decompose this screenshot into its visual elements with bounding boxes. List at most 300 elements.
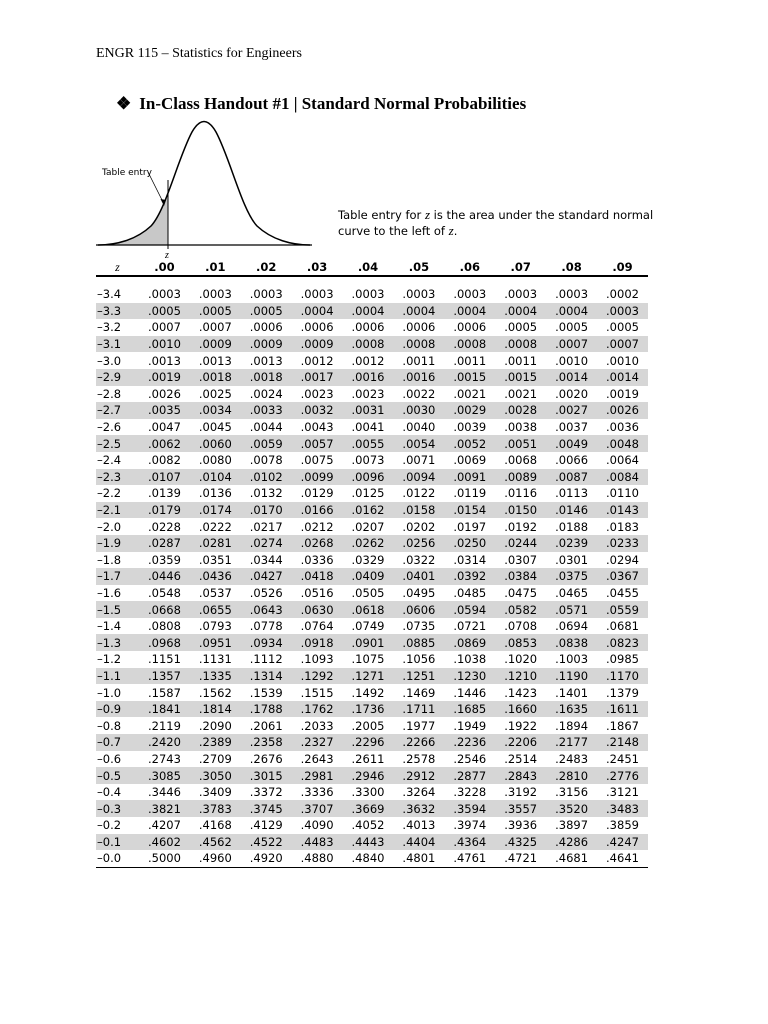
table-row: [96, 734, 648, 751]
z-value-cell: –1.5: [96, 601, 139, 618]
probability-cell: .0119: [453, 486, 487, 501]
probability-cell: .2358: [241, 734, 292, 751]
z-value-cell: –1.8: [97, 552, 122, 567]
probability-cell: .4364: [444, 834, 495, 851]
probability-cell: .4404: [393, 834, 444, 851]
probability-cell: .4247: [597, 834, 648, 851]
probability-cell: .1587: [147, 685, 181, 700]
probability-cell: .0019: [606, 386, 639, 401]
probability-cell: .0045: [198, 420, 232, 435]
probability-cell: .3974: [453, 818, 487, 833]
probability-cell: .0005: [190, 303, 241, 320]
normal-curve-figure: [96, 118, 316, 260]
probability-cell: .0008: [393, 336, 444, 353]
z-value-cell: –0.2: [97, 818, 122, 833]
probability-cell: .0694: [555, 619, 589, 634]
probability-cell: .0250: [444, 535, 495, 552]
probability-cell: .4562: [190, 834, 241, 851]
probability-cell: .0006: [300, 320, 334, 335]
probability-cell: .0003: [198, 287, 232, 302]
z-column-header: z: [96, 259, 139, 276]
probability-cell: .0026: [597, 402, 648, 419]
table-row: [96, 684, 648, 701]
probability-cell: .0951: [190, 634, 241, 651]
probability-cell: .1894: [555, 718, 589, 733]
table-row: [96, 402, 648, 419]
z-value-cell: –0.9: [96, 701, 139, 718]
probability-cell: .0329: [351, 552, 385, 567]
probability-cell: .0174: [190, 502, 241, 519]
probability-cell: .1539: [249, 685, 283, 700]
probability-cell: .2389: [190, 734, 241, 751]
probability-cell: .4681: [546, 850, 597, 867]
table-row: [96, 651, 648, 668]
probability-cell: .0009: [241, 336, 292, 353]
probability-cell: .0222: [198, 519, 232, 534]
probability-cell: .0202: [402, 519, 436, 534]
probability-cell: .2005: [351, 718, 385, 733]
probability-cell: .0268: [292, 535, 343, 552]
probability-cell: .0125: [351, 486, 385, 501]
probability-cell: .1251: [393, 668, 444, 685]
probability-cell: .0015: [495, 369, 546, 386]
probability-cell: .0823: [597, 634, 648, 651]
probability-cell: .2981: [292, 767, 343, 784]
z-axis-label: z: [165, 250, 169, 260]
probability-cell: .0401: [393, 568, 444, 585]
probability-cell: .0244: [495, 535, 546, 552]
z-value-cell: –2.8: [97, 386, 122, 401]
probability-cell: .0027: [546, 402, 597, 419]
probability-cell: .0005: [139, 303, 190, 320]
probability-cell: .0033: [241, 402, 292, 419]
probability-cell: .3632: [393, 800, 444, 817]
table-row: [96, 419, 648, 436]
probability-cell: .3707: [292, 800, 343, 817]
probability-cell: .1210: [495, 668, 546, 685]
probability-cell: .1469: [402, 685, 436, 700]
z-value-cell: –1.1: [96, 668, 139, 685]
probability-cell: .0009: [292, 336, 343, 353]
table-row: [96, 336, 648, 353]
probability-cell: .0049: [546, 435, 597, 452]
probability-cell: .3745: [241, 800, 292, 817]
probability-cell: .0015: [444, 369, 495, 386]
probability-cell: .0089: [495, 469, 546, 486]
probability-cell: .2743: [147, 751, 181, 766]
probability-cell: .0003: [249, 287, 283, 302]
probability-cell: .0901: [343, 634, 394, 651]
probability-cell: .2843: [495, 767, 546, 784]
probability-cell: .0013: [198, 353, 232, 368]
probability-cell: .0022: [402, 386, 436, 401]
probability-cell: .2546: [453, 751, 487, 766]
probability-cell: .0838: [546, 634, 597, 651]
probability-cell: .1170: [597, 668, 648, 685]
probability-cell: .0004: [444, 303, 495, 320]
probability-cell: .2776: [597, 767, 648, 784]
probability-cell: .0262: [343, 535, 394, 552]
table-row: [96, 800, 648, 817]
probability-cell: .0030: [393, 402, 444, 419]
table-header-row: [96, 259, 648, 276]
probability-cell: .0571: [546, 601, 597, 618]
probability-cell: .3821: [139, 800, 190, 817]
column-header: .01: [190, 259, 241, 276]
probability-cell: .1112: [249, 652, 283, 667]
probability-cell: .0256: [393, 535, 444, 552]
probability-cell: .0307: [504, 552, 538, 567]
probability-cell: .1660: [495, 701, 546, 718]
column-header: .06: [444, 259, 495, 276]
probability-cell: .0024: [249, 386, 283, 401]
probability-cell: .3557: [495, 800, 546, 817]
probability-cell: .0409: [343, 568, 394, 585]
probability-cell: .0011: [453, 353, 487, 368]
probability-cell: .1401: [555, 685, 589, 700]
probability-cell: .0073: [351, 453, 385, 468]
probability-cell: .1131: [198, 652, 232, 667]
probability-cell: .0017: [292, 369, 343, 386]
probability-cell: .3050: [190, 767, 241, 784]
probability-cell: .0505: [351, 585, 385, 600]
probability-cell: .4207: [147, 818, 181, 833]
probability-cell: .2420: [139, 734, 190, 751]
probability-cell: .0014: [546, 369, 597, 386]
probability-cell: .1446: [453, 685, 487, 700]
probability-cell: .0005: [241, 303, 292, 320]
probability-cell: .0102: [241, 469, 292, 486]
probability-cell: .0003: [351, 287, 385, 302]
probability-cell: .0005: [504, 320, 538, 335]
probability-cell: .0006: [249, 320, 283, 335]
table-row: [96, 485, 648, 502]
probability-cell: .3859: [606, 818, 639, 833]
table-row: [96, 319, 648, 336]
probability-cell: .3228: [453, 785, 487, 800]
probability-cell: .2514: [504, 751, 538, 766]
probability-cell: .0004: [546, 303, 597, 320]
probability-cell: .0010: [606, 353, 639, 368]
probability-cell: .0006: [351, 320, 385, 335]
probability-cell: .0485: [453, 585, 487, 600]
z-value-cell: –1.0: [97, 685, 122, 700]
table-caption: Table entry for z is the area under the standard normal curve to the left of z.: [338, 207, 654, 238]
probability-cell: .0094: [393, 469, 444, 486]
probability-cell: .0008: [495, 336, 546, 353]
z-value-cell: –3.3: [96, 303, 139, 320]
table-row: [96, 303, 648, 320]
z-value-cell: –2.2: [97, 486, 122, 501]
probability-cell: .2061: [249, 718, 283, 733]
probability-cell: .0359: [147, 552, 181, 567]
probability-cell: .0021: [453, 386, 487, 401]
probability-cell: .1492: [351, 685, 385, 700]
probability-cell: .1736: [343, 701, 394, 718]
probability-cell: .0080: [198, 453, 232, 468]
probability-cell: .0162: [343, 502, 394, 519]
probability-cell: .0548: [147, 585, 181, 600]
probability-cell: .0006: [402, 320, 436, 335]
probability-cell: .0207: [351, 519, 385, 534]
probability-cell: .0384: [495, 568, 546, 585]
probability-cell: .0183: [606, 519, 639, 534]
z-value-cell: –1.9: [96, 535, 139, 552]
probability-cell: .0239: [546, 535, 597, 552]
probability-cell: .4761: [444, 850, 495, 867]
probability-cell: .0392: [444, 568, 495, 585]
probability-cell: .0606: [393, 601, 444, 618]
probability-cell: .0068: [504, 453, 538, 468]
probability-cell: .4090: [300, 818, 334, 833]
probability-cell: .2810: [546, 767, 597, 784]
probability-cell: .0427: [241, 568, 292, 585]
probability-cell: .2177: [546, 734, 597, 751]
probability-cell: .0007: [198, 320, 232, 335]
probability-cell: .2119: [147, 718, 181, 733]
probability-cell: .3372: [249, 785, 283, 800]
probability-cell: .2578: [402, 751, 436, 766]
probability-cell: .0007: [597, 336, 648, 353]
probability-cell: .2611: [351, 751, 385, 766]
probability-cell: .1788: [241, 701, 292, 718]
probability-cell: .3121: [606, 785, 639, 800]
probability-cell: .4721: [495, 850, 546, 867]
probability-cell: .0025: [198, 386, 232, 401]
probability-cell: .4129: [249, 818, 283, 833]
z-value-cell: –1.6: [97, 585, 122, 600]
probability-cell: .2090: [198, 718, 232, 733]
column-header: .09: [597, 259, 648, 276]
probability-cell: .0043: [300, 420, 334, 435]
table-row: [96, 717, 648, 734]
table-row: [96, 552, 648, 569]
probability-cell: .0096: [343, 469, 394, 486]
probability-cell: .0019: [139, 369, 190, 386]
table-row: [96, 568, 648, 585]
probability-cell: .0087: [546, 469, 597, 486]
probability-cell: .4840: [343, 850, 394, 867]
probability-cell: .2643: [300, 751, 334, 766]
probability-cell: .0197: [453, 519, 487, 534]
table-row: [96, 618, 648, 635]
probability-cell: .3192: [504, 785, 538, 800]
probability-cell: .0069: [453, 453, 487, 468]
probability-cell: .0018: [190, 369, 241, 386]
z-value-cell: –0.7: [96, 734, 139, 751]
probability-cell: .0020: [555, 386, 589, 401]
probability-cell: .0344: [249, 552, 283, 567]
probability-cell: .0158: [393, 502, 444, 519]
column-header: .08: [546, 259, 597, 276]
probability-cell: .0934: [241, 634, 292, 651]
probability-cell: .0002: [606, 287, 639, 302]
probability-cell: .0113: [555, 486, 589, 501]
table-row: [96, 668, 648, 685]
probability-cell: .1635: [546, 701, 597, 718]
probability-cell: .0721: [453, 619, 487, 634]
probability-cell: .0150: [495, 502, 546, 519]
probability-cell: .2483: [555, 751, 589, 766]
column-header: .07: [495, 259, 546, 276]
probability-cell: .0003: [402, 287, 436, 302]
probability-cell: .0188: [555, 519, 589, 534]
table-row: [96, 751, 648, 768]
probability-cell: .0032: [292, 402, 343, 419]
probability-cell: .0643: [241, 601, 292, 618]
probability-cell: .0495: [402, 585, 436, 600]
probability-cell: .0013: [147, 353, 181, 368]
probability-cell: .1003: [555, 652, 589, 667]
z-value-cell: –1.7: [96, 568, 139, 585]
probability-cell: .1292: [292, 668, 343, 685]
probability-cell: .0099: [292, 469, 343, 486]
probability-cell: .0179: [139, 502, 190, 519]
probability-cell: .4286: [546, 834, 597, 851]
probability-cell: .0084: [597, 469, 648, 486]
probability-cell: .1151: [147, 652, 181, 667]
probability-cell: .0071: [402, 453, 436, 468]
probability-cell: .0475: [504, 585, 538, 600]
probability-cell: .2148: [597, 734, 648, 751]
probability-cell: .1314: [241, 668, 292, 685]
probability-cell: .0885: [393, 634, 444, 651]
probability-cell: .0294: [606, 552, 639, 567]
column-header: .04: [343, 259, 394, 276]
probability-cell: .3015: [241, 767, 292, 784]
probability-cell: .0031: [343, 402, 394, 419]
z-value-cell: –2.4: [97, 453, 122, 468]
probability-cell: .0968: [139, 634, 190, 651]
probability-cell: .0035: [139, 402, 190, 419]
probability-cell: .0655: [190, 601, 241, 618]
probability-cell: .1841: [139, 701, 190, 718]
probability-cell: .3669: [343, 800, 394, 817]
column-header: .03: [292, 259, 343, 276]
probability-cell: .0008: [444, 336, 495, 353]
probability-cell: .0003: [147, 287, 181, 302]
probability-cell: .0594: [444, 601, 495, 618]
probability-cell: .0446: [139, 568, 190, 585]
probability-cell: .0054: [393, 435, 444, 452]
probability-cell: .0021: [504, 386, 538, 401]
probability-cell: .0708: [504, 619, 538, 634]
probability-cell: .0006: [453, 320, 487, 335]
probability-cell: .0322: [402, 552, 436, 567]
probability-cell: .0869: [444, 634, 495, 651]
probability-cell: .0146: [546, 502, 597, 519]
table-row: [96, 535, 648, 552]
probability-cell: .0009: [190, 336, 241, 353]
z-value-cell: –2.3: [96, 469, 139, 486]
probability-cell: .1093: [300, 652, 334, 667]
probability-cell: .0314: [453, 552, 487, 567]
probability-cell: .0274: [241, 535, 292, 552]
probability-cell: .1357: [139, 668, 190, 685]
probability-cell: .0192: [504, 519, 538, 534]
z-value-cell: –0.5: [96, 767, 139, 784]
probability-cell: .0047: [147, 420, 181, 435]
probability-cell: .4602: [139, 834, 190, 851]
probability-cell: .0078: [249, 453, 283, 468]
probability-cell: .1949: [453, 718, 487, 733]
probability-cell: .0104: [190, 469, 241, 486]
probability-cell: .0026: [147, 386, 181, 401]
probability-cell: .0129: [300, 486, 334, 501]
table-entry-label: Table entry: [102, 168, 152, 178]
z-value-cell: –2.5: [96, 435, 139, 452]
probability-cell: .4013: [402, 818, 436, 833]
probability-cell: .3446: [147, 785, 181, 800]
probability-cell: .4960: [190, 850, 241, 867]
probability-cell: .2033: [300, 718, 334, 733]
probability-cell: .1922: [504, 718, 538, 733]
probability-cell: .3897: [555, 818, 589, 833]
table-row: [96, 469, 648, 486]
probability-cell: .0418: [292, 568, 343, 585]
z-value-cell: –2.6: [97, 420, 122, 435]
probability-cell: .0132: [249, 486, 283, 501]
probability-cell: .0139: [147, 486, 181, 501]
probability-cell: .0011: [504, 353, 538, 368]
probability-cell: .0107: [139, 469, 190, 486]
probability-cell: .0011: [402, 353, 436, 368]
probability-cell: .0057: [292, 435, 343, 452]
z-value-cell: –3.4: [97, 287, 122, 302]
column-header: .00: [139, 259, 190, 276]
z-value-cell: –2.1: [96, 502, 139, 519]
table-row: [96, 502, 648, 519]
probability-cell: .0351: [198, 552, 232, 567]
probability-cell: .0040: [402, 420, 436, 435]
probability-cell: .0064: [606, 453, 639, 468]
probability-cell: .2709: [198, 751, 232, 766]
table-row: [96, 701, 648, 718]
probability-cell: .0004: [393, 303, 444, 320]
probability-cell: .0003: [453, 287, 487, 302]
probability-cell: .0034: [190, 402, 241, 419]
probability-cell: .1977: [402, 718, 436, 733]
probability-cell: .4325: [495, 834, 546, 851]
z-value-cell: –0.8: [97, 718, 122, 733]
probability-cell: .0016: [343, 369, 394, 386]
probability-cell: .0018: [241, 369, 292, 386]
probability-cell: .0281: [190, 535, 241, 552]
probability-cell: .1379: [606, 685, 639, 700]
z-value-cell: –0.3: [96, 800, 139, 817]
probability-cell: .1685: [444, 701, 495, 718]
probability-cell: .0008: [343, 336, 394, 353]
probability-cell: .0038: [504, 420, 538, 435]
probability-cell: .0005: [606, 320, 639, 335]
probability-cell: .0136: [198, 486, 232, 501]
probability-cell: .0004: [343, 303, 394, 320]
probability-cell: .0029: [444, 402, 495, 419]
probability-cell: .0154: [444, 502, 495, 519]
probability-cell: .0044: [249, 420, 283, 435]
probability-cell: .4801: [393, 850, 444, 867]
probability-cell: .0060: [190, 435, 241, 452]
z-value-cell: –0.0: [96, 850, 139, 867]
probability-cell: .0039: [453, 420, 487, 435]
table-row: [96, 286, 648, 303]
probability-cell: .0793: [198, 619, 232, 634]
z-value-cell: –3.2: [97, 320, 122, 335]
probability-cell: .2877: [444, 767, 495, 784]
probability-cell: .2946: [343, 767, 394, 784]
probability-cell: .3264: [402, 785, 436, 800]
probability-cell: .0023: [300, 386, 334, 401]
